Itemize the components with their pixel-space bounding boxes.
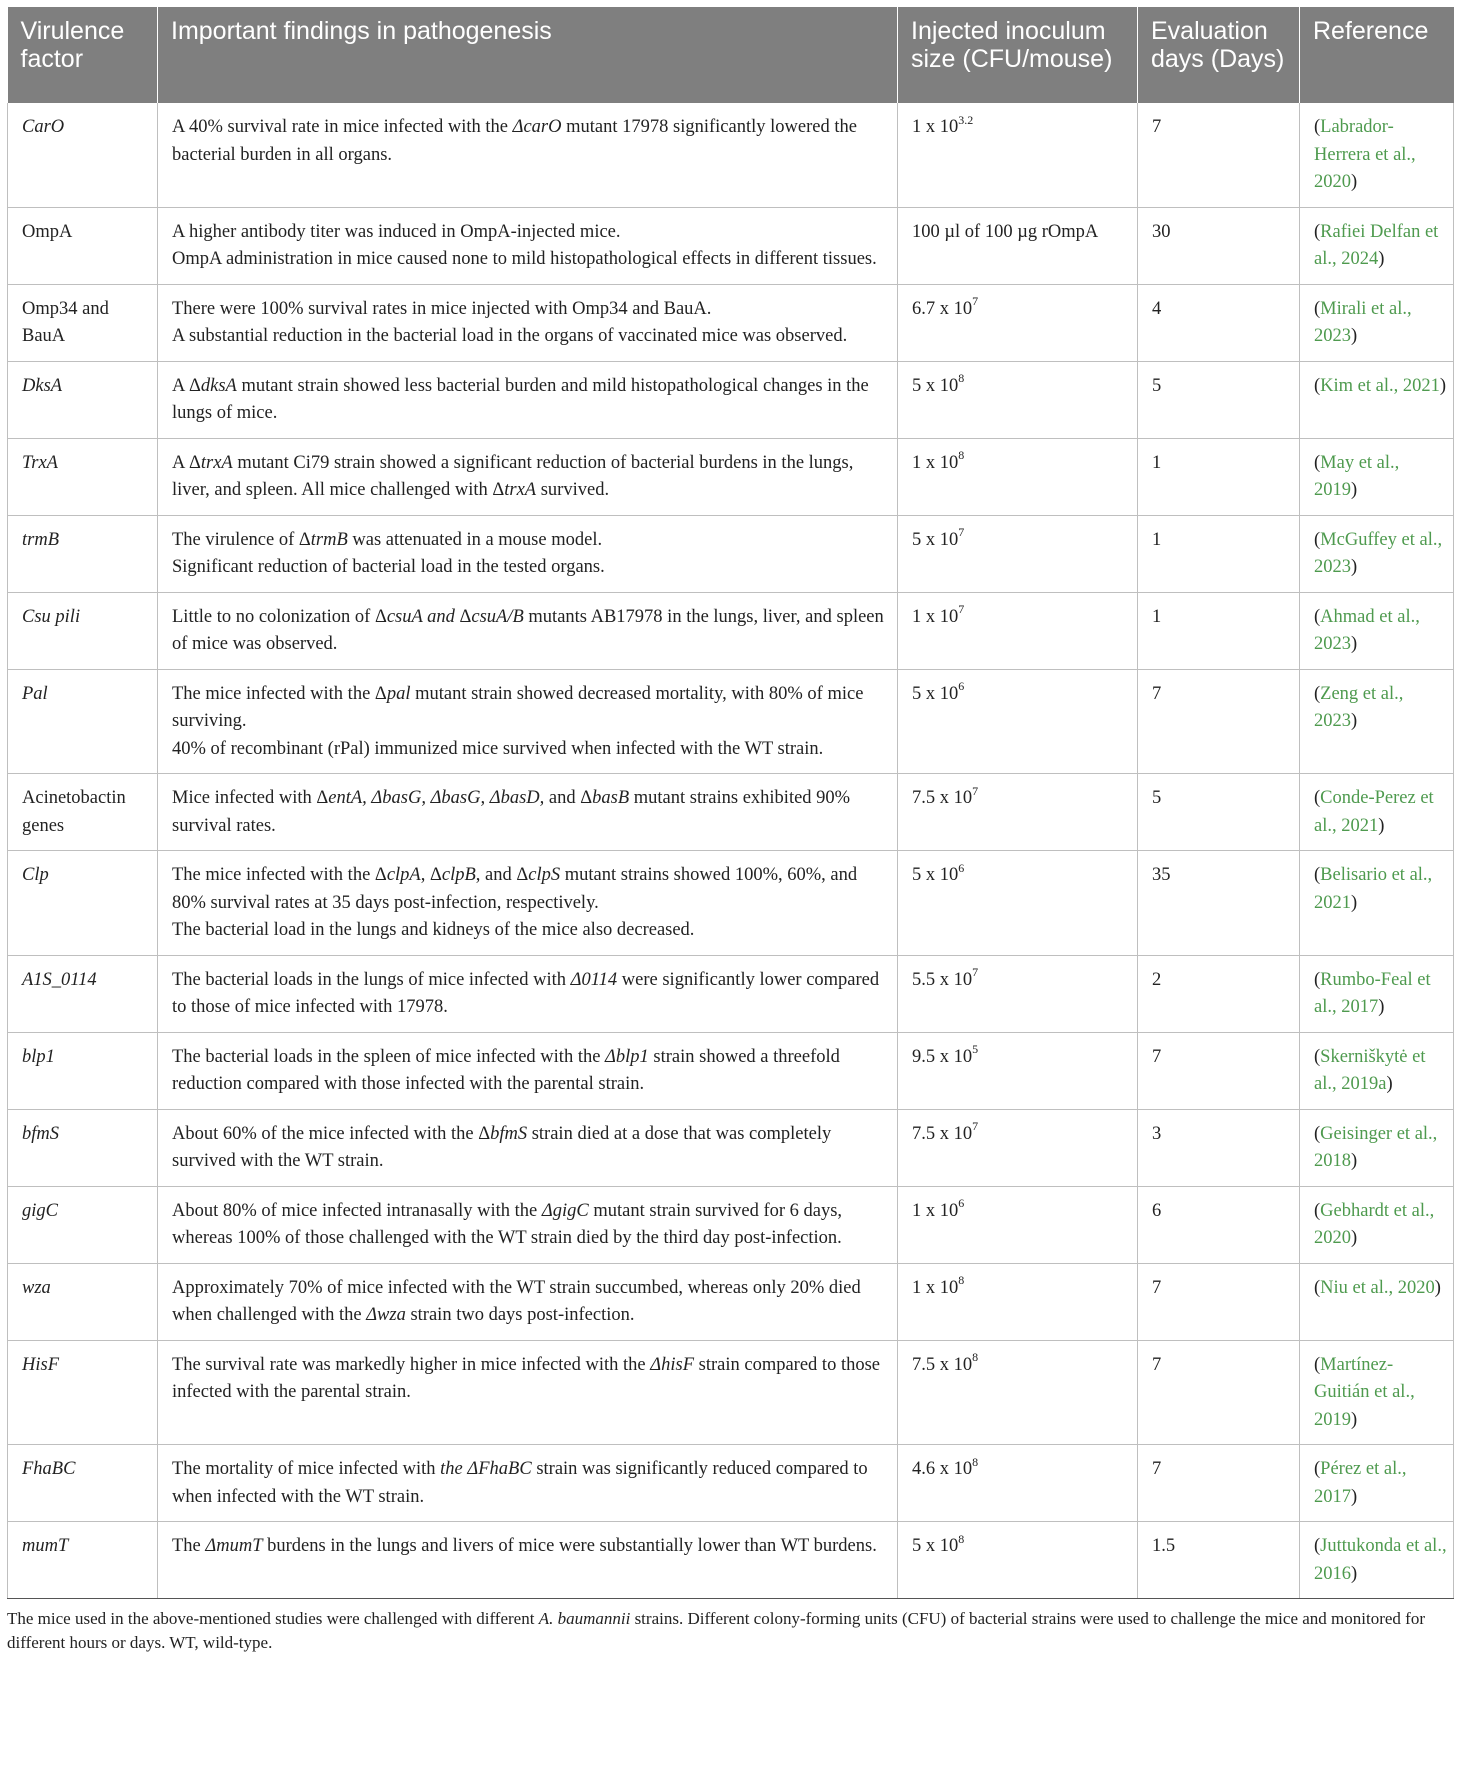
evaluation-days-cell: 1 <box>1138 438 1300 515</box>
findings-cell <box>158 592 898 669</box>
inoculum-exponent: 6 <box>958 860 965 875</box>
evaluation-days-cell: 5 <box>1138 361 1300 438</box>
text-run: Little to no colonization of Δ <box>172 606 387 627</box>
finding-paragraph <box>172 114 885 169</box>
inoculum-value: 1 x 10 <box>912 452 959 473</box>
text-run: The survival rate was markedly higher in mice infected with the <box>172 1354 651 1375</box>
text-run: strain showed a threefold reduction compared with those infected with the parental strain. <box>172 1046 840 1094</box>
inoculum-cell <box>898 669 1138 774</box>
evaluation-days-cell: 7 <box>1138 1032 1300 1109</box>
evaluation-days-cell: 4 <box>1138 284 1300 361</box>
italic-run: trxA <box>200 452 233 473</box>
inoculum-value: 9.5 x 10 <box>912 1046 973 1067</box>
inoculum-cell <box>898 774 1138 851</box>
reference-close-paren: ) <box>1351 480 1358 500</box>
text-run: , and Δ <box>475 865 529 885</box>
reference-cell <box>1300 361 1454 438</box>
text-run: strain compared to those infected with the parental strain. <box>172 1354 880 1402</box>
evaluation-days-cell: 2 <box>1138 955 1300 1032</box>
inoculum-cell <box>898 955 1138 1032</box>
reference-open-paren: ( <box>1314 969 1321 990</box>
italic-run: the ΔFhaBC <box>440 1459 532 1479</box>
evaluation-days-cell: 7 <box>1138 669 1300 774</box>
inoculum-cell <box>898 438 1138 515</box>
inoculum-value: 5 x 10 <box>912 1536 959 1556</box>
italic-run: clpA <box>386 865 421 885</box>
reference-close-paren: ) <box>1378 249 1385 269</box>
evaluation-days-cell: 1 <box>1138 515 1300 592</box>
reference-cell <box>1300 1263 1454 1340</box>
reference-cell <box>1300 515 1454 592</box>
inoculum-cell <box>898 1109 1138 1186</box>
inoculum-exponent: 7 <box>958 602 965 617</box>
reference-cell <box>1300 284 1454 361</box>
reference-close-paren: ) <box>1351 634 1358 654</box>
inoculum-cell <box>898 1340 1138 1445</box>
inoculum-value: 7.5 x 10 <box>912 1354 973 1375</box>
inoculum-cell <box>898 361 1138 438</box>
inoculum-value: 5 x 10 <box>912 375 959 396</box>
virulence-factor-cell: blp1 <box>8 1032 158 1109</box>
italic-run: csuA/B <box>471 606 524 627</box>
inoculum-exponent: 5 <box>972 1042 979 1057</box>
reference-link[interactable]: Niu et al., 2020 <box>1320 1277 1435 1298</box>
reference-link[interactable]: Pérez et al., 2017 <box>1314 1459 1407 1507</box>
table-row <box>8 1109 1454 1186</box>
reference-cell <box>1300 851 1454 956</box>
text-run: OmpA administration in mice caused none to mild histopathological effects in different tissues. <box>172 249 877 269</box>
findings-cell <box>158 207 898 284</box>
virulence-factor-cell: A1S_0114 <box>8 955 158 1032</box>
text-run: survived. <box>536 480 610 500</box>
table-row <box>8 1186 1454 1263</box>
text-run: mutant Ci79 strain showed a significant reduction of bacterial burdens in the lungs, liver, and spleen. All mice challenged with Δ <box>172 452 854 500</box>
reference-close-paren: ) <box>1351 1409 1358 1430</box>
reference-cell <box>1300 774 1454 851</box>
reference-open-paren: ( <box>1314 298 1321 319</box>
virulence-factor-cell: Clp <box>8 851 158 956</box>
finding-paragraph <box>172 527 885 555</box>
text-run: A Δ <box>172 452 201 473</box>
evaluation-days-cell: 1.5 <box>1138 1522 1300 1599</box>
document <box>7 7 1453 1655</box>
reference-close-paren: ) <box>1351 1151 1358 1171</box>
inoculum-exponent: 7 <box>972 1119 979 1134</box>
reference-close-paren: ) <box>1434 1277 1441 1298</box>
text-run: strain died at a dose that was completely survived with the WT strain. <box>172 1123 832 1171</box>
table-row <box>8 284 1454 361</box>
reference-open-paren: ( <box>1314 452 1321 473</box>
reference-cell <box>1300 1186 1454 1263</box>
text-run: Approximately 70% of mice infected with the WT strain succumbed, whereas only 20% died when challenged with the <box>172 1277 861 1325</box>
italic-run: Δ0114 <box>570 969 618 990</box>
evaluation-days-cell: 7 <box>1138 1340 1300 1445</box>
inoculum-cell <box>898 207 1138 284</box>
text-run: mutant 17978 significantly lowered the bacterial burden in all organs. <box>172 117 857 165</box>
inoculum-exponent: 7 <box>972 965 979 980</box>
virulence-factor-cell: FhaBC <box>8 1445 158 1522</box>
inoculum-exponent: 3.2 <box>958 112 974 127</box>
italic-run: trxA <box>504 480 537 500</box>
reference-cell <box>1300 1109 1454 1186</box>
text-run: The mice infected with the Δ <box>172 865 387 885</box>
reference-link[interactable]: Labrador-Herrera et al., 2020 <box>1314 117 1416 192</box>
text-run: A substantial reduction in the bacterial load in the organs of vaccinated mice was observed. <box>172 326 848 346</box>
reference-link[interactable]: Martínez-Guitián et al., 2019 <box>1314 1354 1415 1430</box>
reference-link[interactable]: McGuffey et al., 2023 <box>1314 529 1443 577</box>
finding-paragraph <box>172 1456 885 1511</box>
findings-cell <box>158 1032 898 1109</box>
text-run: Δ <box>454 606 472 627</box>
reference-close-paren: ) <box>1351 892 1358 913</box>
virulence-factor-cell: HisF <box>8 1340 158 1445</box>
table-footnote <box>7 1599 1453 1655</box>
header-virulence-factor: Virulence factor <box>8 7 158 103</box>
reference-cell <box>1300 438 1454 515</box>
reference-close-paren: ) <box>1378 997 1385 1017</box>
reference-link[interactable]: Gebhardt et al., 2020 <box>1314 1200 1435 1248</box>
text-run: The mice used in the above-mentioned studies were challenged with different <box>7 1609 539 1628</box>
finding-paragraph <box>172 1352 885 1407</box>
text-run: and Δ <box>544 788 593 808</box>
italic-run: clpB <box>441 865 476 885</box>
reference-link[interactable]: Belisario et al., 2021 <box>1314 865 1433 913</box>
reference-open-paren: ( <box>1314 1046 1321 1067</box>
text-run: About 80% of mice infected intranasally with the <box>172 1200 542 1221</box>
inoculum-value: 1 x 10 <box>912 606 959 627</box>
reference-link[interactable]: Kim et al., 2021 <box>1320 375 1440 396</box>
reference-link[interactable]: May et al., 2019 <box>1314 452 1400 500</box>
virulence-factor-cell: bfmS <box>8 1109 158 1186</box>
table-row <box>8 438 1454 515</box>
reference-link[interactable]: Rumbo-Feal et al., 2017 <box>1314 969 1431 1017</box>
reference-link[interactable]: Mirali et al., 2023 <box>1314 298 1412 346</box>
table-row <box>8 592 1454 669</box>
findings-cell <box>158 955 898 1032</box>
inoculum-exponent: 7 <box>972 294 979 309</box>
reference-close-paren: ) <box>1351 1486 1358 1507</box>
text-run: Mice infected with Δ <box>172 788 329 808</box>
text-run: , Δ <box>420 865 442 885</box>
finding-paragraph <box>172 1533 885 1561</box>
table-row <box>8 851 1454 956</box>
text-run: The <box>172 1536 206 1556</box>
reference-open-paren: ( <box>1314 1200 1321 1221</box>
reference-close-paren: ) <box>1439 375 1447 396</box>
evaluation-days-cell: 35 <box>1138 851 1300 956</box>
text-run: was attenuated in a mouse model. <box>347 529 603 550</box>
table-row <box>8 1340 1454 1445</box>
findings-cell <box>158 438 898 515</box>
finding-paragraph <box>172 917 885 945</box>
text-run: 40% of recombinant (rPal) immunized mice survived when infected with the WT strain. <box>172 738 824 759</box>
evaluation-days-cell: 30 <box>1138 207 1300 284</box>
inoculum-value: 5.5 x 10 <box>912 969 973 990</box>
reference-cell <box>1300 207 1454 284</box>
finding-paragraph <box>172 1275 885 1330</box>
findings-cell <box>158 361 898 438</box>
finding-paragraph <box>172 681 885 736</box>
reference-cell <box>1300 669 1454 774</box>
reference-link[interactable]: Rafiei Delfan et al., 2024 <box>1314 221 1439 269</box>
italic-run: ΔmumT <box>205 1536 263 1556</box>
text-run: The bacterial load in the lungs and kidneys of the mice also decreased. <box>172 920 695 940</box>
text-run: The mice infected with the Δ <box>172 683 387 704</box>
table-header <box>8 7 1454 103</box>
text-run: were significantly lower compared to those of mice infected with 17978. <box>172 969 880 1017</box>
virulence-factor-cell: OmpA <box>8 207 158 284</box>
inoculum-exponent: 8 <box>958 371 965 386</box>
text-run: strains. Different colony-forming units (CFU) of bacterial strains were used to challenge the mice and monitored for different hours or days. WT, wild-type. <box>7 1609 1425 1652</box>
inoculum-exponent: 8 <box>958 1531 965 1546</box>
header-reference: Reference <box>1300 7 1454 103</box>
inoculum-exponent: 7 <box>958 525 965 540</box>
reference-close-paren: ) <box>1351 557 1358 577</box>
finding-paragraph <box>172 736 885 764</box>
inoculum-cell <box>898 103 1138 207</box>
italic-run: clpS <box>528 865 561 885</box>
inoculum-exponent: 7 <box>972 783 979 798</box>
inoculum-value: 4.6 x 10 <box>912 1459 973 1479</box>
evaluation-days-cell: 1 <box>1138 592 1300 669</box>
table-row <box>8 1445 1454 1522</box>
table-body <box>8 103 1454 1599</box>
inoculum-exponent: 6 <box>958 1196 965 1211</box>
findings-cell <box>158 1109 898 1186</box>
text-run: The virulence of Δ <box>172 529 311 550</box>
reference-link[interactable]: Zeng et al., 2023 <box>1314 683 1404 731</box>
inoculum-value: 6.7 x 10 <box>912 298 973 319</box>
text-run: About 60% of the mice infected with the Δ <box>172 1123 491 1144</box>
table-row <box>8 774 1454 851</box>
findings-cell <box>158 669 898 774</box>
inoculum-value: 5 x 10 <box>912 865 959 885</box>
text-run: mutant strain survived for 6 days, whereas 100% of those challenged with the WT strain died by the third day post-infection. <box>172 1200 843 1248</box>
italic-run: Δblp1 <box>605 1046 649 1067</box>
italic-run: basB <box>592 788 630 808</box>
reference-open-paren: ( <box>1314 865 1321 885</box>
inoculum-cell <box>898 851 1138 956</box>
italic-run: dksA <box>200 375 237 396</box>
findings-cell <box>158 1522 898 1599</box>
reference-open-paren: ( <box>1314 1536 1321 1556</box>
table-row <box>8 1032 1454 1109</box>
findings-cell <box>158 1263 898 1340</box>
virulence-factor-cell: CarO <box>8 103 158 207</box>
reference-open-paren: ( <box>1314 1277 1321 1298</box>
reference-open-paren: ( <box>1314 683 1321 704</box>
table-row <box>8 207 1454 284</box>
italic-run: bfmS <box>490 1123 528 1144</box>
reference-cell <box>1300 1340 1454 1445</box>
reference-close-paren: ) <box>1351 711 1358 731</box>
reference-link[interactable]: Skerniškytė et al., 2019a <box>1314 1046 1426 1094</box>
table-row <box>8 103 1454 207</box>
inoculum-value: 7.5 x 10 <box>912 788 973 808</box>
header-row <box>8 7 1454 103</box>
reference-close-paren: ) <box>1351 1228 1358 1248</box>
reference-open-paren: ( <box>1314 375 1321 396</box>
text-run: The bacterial loads in the spleen of mice infected with the <box>172 1046 606 1067</box>
finding-paragraph <box>172 219 885 247</box>
finding-paragraph <box>172 1121 885 1176</box>
table-row <box>8 515 1454 592</box>
finding-paragraph <box>172 604 885 659</box>
italic-run: csuA and <box>386 606 455 627</box>
text-run: mutant strain showed less bacterial burden and mild histopathological changes in the lungs of mice. <box>172 375 869 423</box>
inoculum-cell <box>898 1445 1138 1522</box>
finding-paragraph <box>172 246 885 274</box>
finding-paragraph <box>172 862 885 917</box>
reference-open-paren: ( <box>1314 1354 1321 1375</box>
header-inoculum: Injected inoculum size (CFU/mouse) <box>898 7 1138 103</box>
reference-open-paren: ( <box>1314 529 1321 550</box>
text-run: The mortality of mice infected with <box>172 1459 441 1479</box>
text-run: A higher antibody titer was induced in OmpA-injected mice. <box>172 221 621 242</box>
reference-close-paren: ) <box>1351 172 1358 192</box>
text-run: mutants AB17978 in the lungs, liver, and spleen of mice was observed. <box>172 606 884 654</box>
table-row <box>8 361 1454 438</box>
reference-link[interactable]: Geisinger et al., 2018 <box>1314 1123 1438 1171</box>
reference-open-paren: ( <box>1314 606 1321 627</box>
reference-cell <box>1300 592 1454 669</box>
virulence-factor-cell: mumT <box>8 1522 158 1599</box>
inoculum-value: 1 x 10 <box>912 1277 959 1298</box>
finding-paragraph <box>172 296 885 324</box>
table-row <box>8 1522 1454 1599</box>
text-run: mutant strains exhibited 90% survival rates. <box>172 788 851 836</box>
finding-paragraph <box>172 1044 885 1099</box>
italic-run: pal <box>386 683 411 704</box>
inoculum-cell <box>898 515 1138 592</box>
text-run: strain was significantly reduced compared to when infected with the WT strain. <box>172 1459 868 1507</box>
text-run: The bacterial loads in the lungs of mice infected with <box>172 969 571 990</box>
italic-run: ΔhisF <box>650 1354 695 1375</box>
reference-close-paren: ) <box>1386 1074 1393 1094</box>
header-evaluation-days: Evaluation days (Days) <box>1138 7 1300 103</box>
reference-open-paren: ( <box>1314 117 1321 137</box>
virulence-factor-cell: DksA <box>8 361 158 438</box>
text-run: Significant reduction of bacterial load in the tested organs. <box>172 557 605 577</box>
inoculum-cell <box>898 1186 1138 1263</box>
evaluation-days-cell: 7 <box>1138 1445 1300 1522</box>
virulence-factor-cell: gigC <box>8 1186 158 1263</box>
findings-cell <box>158 284 898 361</box>
inoculum-cell <box>898 592 1138 669</box>
inoculum-value: 7.5 x 10 <box>912 1123 973 1144</box>
inoculum-cell <box>898 1522 1138 1599</box>
text-run: There were 100% survival rates in mice injected with Omp34 and BauA. <box>172 298 712 319</box>
reference-cell <box>1300 1445 1454 1522</box>
finding-paragraph <box>172 1198 885 1253</box>
text-run: burdens in the lungs and livers of mice were substantially lower than WT burdens. <box>262 1536 877 1556</box>
reference-open-paren: ( <box>1314 1459 1321 1479</box>
reference-open-paren: ( <box>1314 788 1321 808</box>
virulence-factor-cell: TrxA <box>8 438 158 515</box>
finding-paragraph <box>172 554 885 582</box>
italic-run: ΔgigC <box>541 1200 589 1221</box>
italic-run: ΔcarO <box>512 117 562 137</box>
findings-cell <box>158 1186 898 1263</box>
inoculum-cell <box>898 284 1138 361</box>
inoculum-cell <box>898 1263 1138 1340</box>
virulence-factor-cell: Acinetobactin genes <box>8 774 158 851</box>
findings-cell <box>158 851 898 956</box>
finding-paragraph <box>172 785 885 840</box>
findings-cell <box>158 1445 898 1522</box>
italic-run: trmB <box>310 529 348 550</box>
inoculum-value: 1 x 10 <box>912 1200 959 1221</box>
virulence-factor-cell: Pal <box>8 669 158 774</box>
evaluation-days-cell: 5 <box>1138 774 1300 851</box>
virulence-factor-cell: Csu pili <box>8 592 158 669</box>
virulence-factor-cell: Omp34 and BauA <box>8 284 158 361</box>
findings-cell <box>158 1340 898 1445</box>
findings-cell <box>158 515 898 592</box>
text-run: strain two days post-infection. <box>405 1305 635 1325</box>
finding-paragraph <box>172 373 885 428</box>
inoculum-exponent: 8 <box>972 1350 979 1365</box>
reference-open-paren: ( <box>1314 1123 1321 1144</box>
italic-run: Δwza <box>366 1305 406 1325</box>
reference-link[interactable]: Juttukonda et al., 2016 <box>1314 1536 1447 1584</box>
evaluation-days-cell: 7 <box>1138 1263 1300 1340</box>
findings-cell <box>158 774 898 851</box>
evaluation-days-cell: 7 <box>1138 103 1300 207</box>
inoculum-exponent: 8 <box>972 1454 979 1469</box>
finding-paragraph <box>172 323 885 351</box>
text-run: A 40% survival rate in mice infected with the <box>172 117 513 137</box>
reference-close-paren: ) <box>1378 815 1385 836</box>
findings-cell <box>158 103 898 207</box>
reference-link[interactable]: Conde-Perez et al., 2021 <box>1314 788 1434 836</box>
reference-cell <box>1300 1032 1454 1109</box>
text-run: mutant strain showed decreased mortality, with 80% of mice surviving. <box>172 683 864 731</box>
reference-close-paren: ) <box>1351 326 1358 346</box>
inoculum-value: 5 x 10 <box>912 683 959 704</box>
table-row <box>8 1263 1454 1340</box>
virulence-factor-cell: trmB <box>8 515 158 592</box>
text-run: A Δ <box>172 375 201 396</box>
reference-cell <box>1300 1522 1454 1599</box>
italic-run: A. baumannii <box>538 1609 631 1628</box>
reference-open-paren: ( <box>1314 221 1321 242</box>
inoculum-value: 100 µl of 100 µg rOmpA <box>912 221 1099 242</box>
table-row <box>8 669 1454 774</box>
inoculum-exponent: 6 <box>958 679 965 694</box>
header-findings: Important findings in pathogenesis <box>158 7 898 103</box>
virulence-factor-table <box>7 7 1454 1599</box>
italic-run: entA, ΔbasG, ΔbasG, ΔbasD, <box>328 788 545 808</box>
evaluation-days-cell: 3 <box>1138 1109 1300 1186</box>
inoculum-cell <box>898 1032 1138 1109</box>
inoculum-value: 5 x 10 <box>912 529 959 550</box>
finding-paragraph <box>172 967 885 1022</box>
reference-close-paren: ) <box>1351 1563 1358 1584</box>
inoculum-exponent: 8 <box>958 1273 965 1288</box>
finding-paragraph <box>172 450 885 505</box>
virulence-factor-cell: wza <box>8 1263 158 1340</box>
reference-cell <box>1300 103 1454 207</box>
inoculum-exponent: 8 <box>958 448 965 463</box>
reference-cell <box>1300 955 1454 1032</box>
inoculum-value: 1 x 10 <box>912 117 959 137</box>
text-run: mutant strains showed 100%, 60%, and 80% survival rates at 35 days post-infection, respectively. <box>172 865 858 913</box>
evaluation-days-cell: 6 <box>1138 1186 1300 1263</box>
reference-link[interactable]: Ahmad et al., 2023 <box>1314 606 1420 654</box>
table-row <box>8 955 1454 1032</box>
